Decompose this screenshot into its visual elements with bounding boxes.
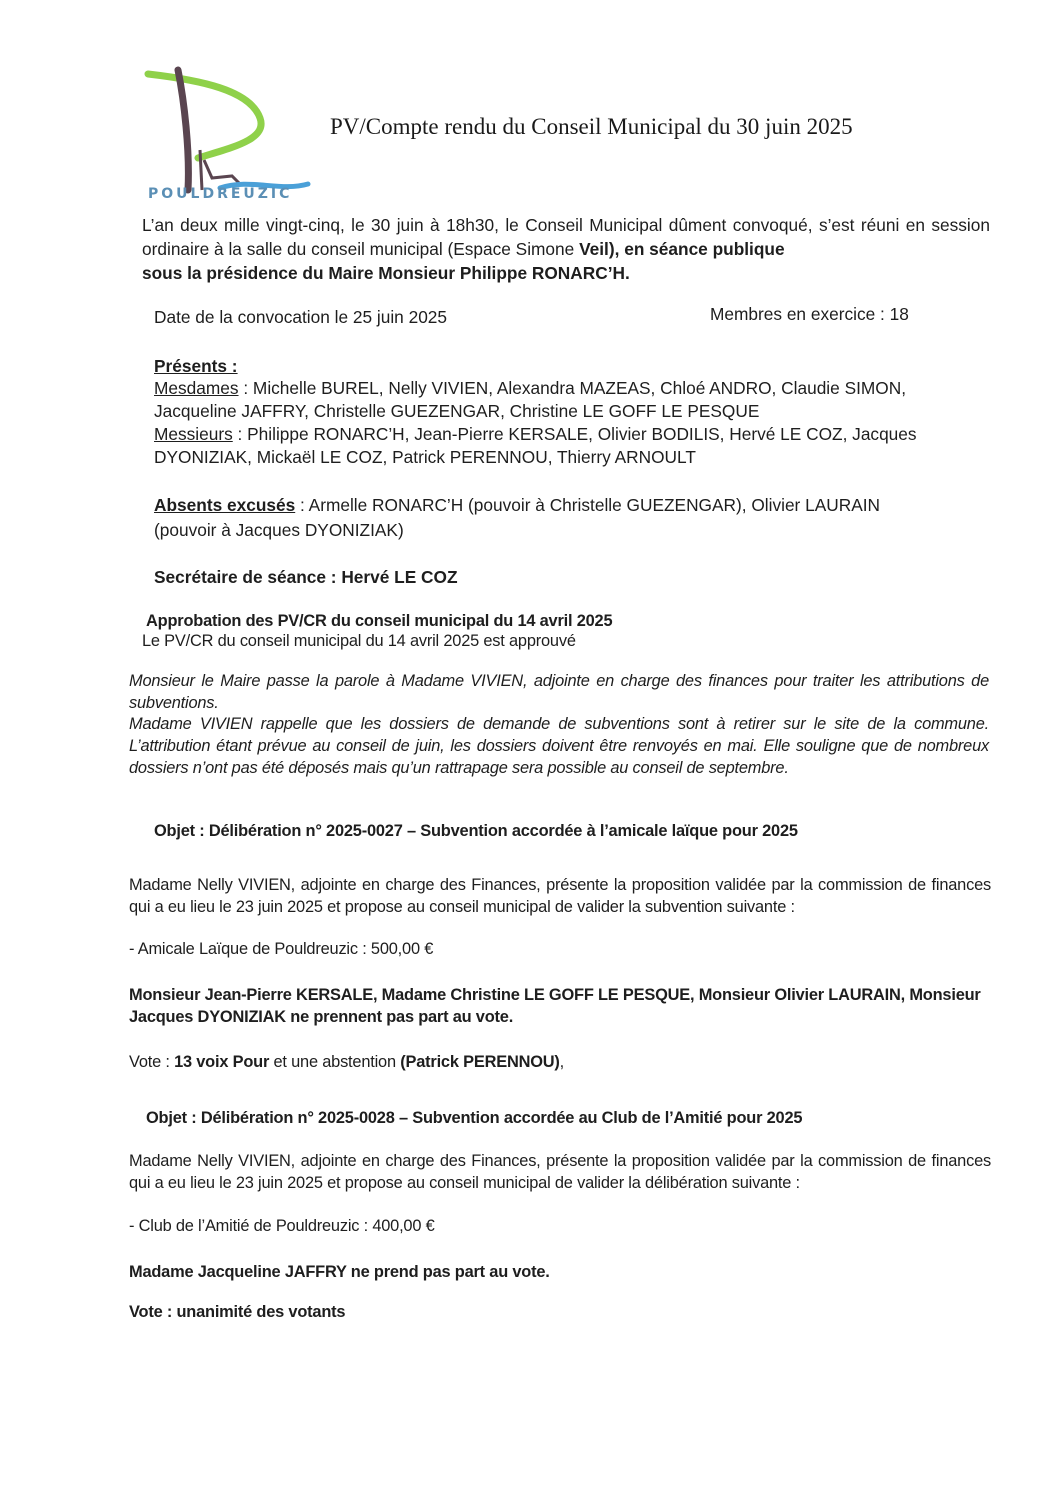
approval-text: Le PV/CR du conseil municipal du 14 avril 2025 est approuvé [142, 632, 576, 650]
discussion-paragraph-1: Monsieur le Maire passe la parole à Madame VIVIEN, adjointe en charge des finances pour traiter les attributions de subventions. [129, 672, 989, 712]
logo-text: POULDREUZIC [148, 186, 293, 202]
deliberation-2-vote: Vote : unanimité des votants [129, 1303, 346, 1321]
intro-bold: Veil), en séance publique [579, 238, 785, 259]
deliberation-1-object: Objet : Délibération n° 2025-0027 – Subvention accordée à l’amicale laïque pour 2025 [154, 822, 798, 840]
intro-presidence: sous la présidence du Maire Monsieur Philippe RONARC’H. [142, 263, 630, 283]
deliberation-1-vote [129, 1051, 564, 1075]
members-count: Membres en exercice : 18 [710, 304, 909, 324]
messieurs-line-2: DYONIZIAK, Mickaël LE COZ, Patrick PERENNOU, Thierry ARNOULT [154, 447, 696, 467]
discussion-paragraph-2: Madame VIVIEN rappelle que les dossiers de demande de subventions sont à retirer sur le site de la commune. L’attribution étant prévue au conseil de juin, les dossiers doivent être renvoyés en mai. Elle souligne que de nombreux dossiers n’ont pas été déposés mais qu’un rattrapage sera possible au conseil de septembre. [129, 715, 989, 777]
deliberation-1-non-participants: Monsieur Jean-Pierre KERSALE, Madame Christine LE GOFF LE PESQUE, Monsieur Olivier LAURAIN, Monsieur Jacques DYONIZIAK ne prennent pas part au vote. [129, 986, 981, 1026]
vote-count: 13 voix Pour [174, 1053, 270, 1071]
messieurs-label: Messieurs [154, 424, 233, 444]
deliberation-2-presentation: Madame Nelly VIVIEN, adjointe en charge des Finances, présente la proposition validée par la commission de finances qui a eu lieu le 23 juin 2025 et propose au conseil municipal de valider la délibération suivante : [129, 1152, 991, 1192]
vote-abstention-text: et une abstention [269, 1053, 401, 1071]
absents-label: Absents excusés [154, 495, 296, 515]
deliberation-2-non-participants: Madame Jacqueline JAFFRY ne prend pas part au vote. [129, 1263, 550, 1281]
mesdames-line-2: Jacqueline JAFFRY, Christelle GUEZENGAR, Christine LE GOFF LE PESQUE [154, 401, 760, 421]
absents-text-1: : Armelle RONARC’H (pouvoir à Christelle GUEZENGAR), Olivier LAURAIN [295, 495, 881, 515]
absents-line-2: (pouvoir à Jacques DYONIZIAK) [154, 520, 404, 540]
vote-abstention-name: (Patrick PERENNOU) [400, 1053, 560, 1071]
absents-line-1 [154, 494, 1014, 518]
intro-paragraph [142, 214, 990, 261]
mesdames-line-1 [154, 377, 1014, 401]
vote-end: , [559, 1053, 565, 1071]
document-title: PV/Compte rendu du Conseil Municipal du 30 juin 2025 [330, 114, 853, 139]
secretary: Secrétaire de séance : Hervé LE COZ [154, 567, 458, 587]
vote-label: Vote : [129, 1053, 175, 1071]
mesdames-label: Mesdames [154, 378, 239, 398]
messieurs-names-1: : Philippe RONARC’H, Jean-Pierre KERSALE, Olivier BODILIS, Hervé LE COZ, Jacques [232, 424, 917, 444]
deliberation-2-item: - Club de l’Amitié de Pouldreuzic : 400,00 € [129, 1217, 435, 1235]
deliberation-1-item: - Amicale Laïque de Pouldreuzic : 500,00 € [129, 940, 434, 958]
deliberation-2-object: Objet : Délibération n° 2025-0028 – Subvention accordée au Club de l’Amitié pour 2025 [146, 1109, 803, 1127]
messieurs-line-1 [154, 423, 1014, 447]
deliberation-1-presentation: Madame Nelly VIVIEN, adjointe en charge des Finances, présente la proposition validée par la commission de finances qui a eu lieu le 23 juin 2025 et propose au conseil municipal de valider la subvention suivante : [129, 876, 991, 916]
approval-heading: Approbation des PV/CR du conseil municipal du 14 avril 2025 [146, 612, 613, 630]
presents-heading: Présents : [154, 356, 238, 376]
mesdames-names-1: : Michelle BUREL, Nelly VIVIEN, Alexandra MAZEAS, Chloé ANDRO, Claudie SIMON, [238, 378, 907, 398]
convocation-date: Date de la convocation le 25 juin 2025 [154, 307, 448, 327]
intro-text: L’an deux mille vingt-cinq, le 30 juin à 18h30, le Conseil Municipal dûment convoqué, s’est réuni en session ordinaire à la salle du conseil municipal (Espace Simone [142, 215, 990, 259]
